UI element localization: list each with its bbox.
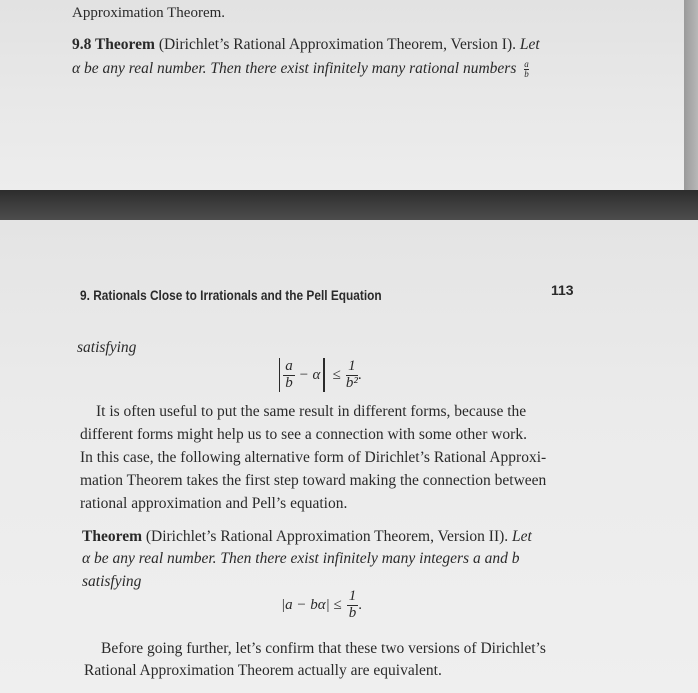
final-line-2: Rational Approximation Theorem actually are equivalent. <box>84 662 442 679</box>
ineq2-period: . <box>358 596 362 613</box>
paragraph-line-2: different forms might help us to see a connection with some other work. <box>80 426 527 443</box>
fraction-denominator: b <box>524 69 529 79</box>
final-line-1: Before going further, let’s confirm that these two versions of Dirichlet’s <box>101 640 546 657</box>
theorem1-line2 <box>72 60 529 79</box>
paragraph-line-5: rational approximation and Pell’s equation. <box>80 495 348 512</box>
ineq1-period: . <box>357 366 362 383</box>
ineq2-denominator-b: b <box>348 604 357 621</box>
fraction-one-over-b <box>347 589 359 622</box>
theorem2-title: (Dirichlet’s Rational Approximation Theorem, Version II). <box>145 528 509 545</box>
ineq2-lhs: |a − bα| ≤ <box>281 596 342 613</box>
top-page <box>0 0 684 190</box>
ineq1-leq: ≤ <box>332 366 341 383</box>
ineq1-numerator-1: 1 <box>346 359 358 376</box>
theorem1-title: (Dirichlet’s Rational Approximation Theorem, Version I). <box>158 36 516 53</box>
paragraph-line-4: mation Theorem takes the first step toward making the connection between <box>80 472 547 489</box>
fraction-one-over-b-squared <box>346 359 358 392</box>
paragraph-line-3: In this case, the following alternative form of Dirichlet’s Rational Approxi- <box>80 449 547 466</box>
theorem1-fraction <box>524 60 529 79</box>
ineq1-numerator-a: a <box>285 357 293 374</box>
satisfying-label-2: satisfying <box>82 573 142 590</box>
theorem1-line2-text: α be any real number. Then there exist infinitely many rational numbers <box>72 60 517 78</box>
top-line-approximation: Approximation Theorem. <box>72 5 226 21</box>
ineq2-numerator-1: 1 <box>348 588 357 604</box>
theorem2-let: Let <box>512 528 532 545</box>
page-gap <box>0 190 698 220</box>
inequality-1 <box>276 358 362 392</box>
theorem2-heading <box>82 529 532 545</box>
theorem2-line2: α be any real number. Then there exist infinitely many integers a and b <box>82 550 520 567</box>
theorem2-label: Theorem <box>82 528 142 545</box>
fraction-numerator: a <box>524 59 529 69</box>
ineq1-denominator-b: b <box>285 374 293 391</box>
theorem1-heading <box>72 37 540 53</box>
theorem1-let: Let <box>519 36 540 53</box>
theorem1-number: 9.8 Theorem <box>72 36 155 53</box>
satisfying-label-1: satisfying <box>77 339 137 356</box>
abs-bar-right <box>323 358 324 392</box>
paragraph-line-1: It is often useful to put the same result in different forms, because the <box>96 403 527 420</box>
inequality-2 <box>281 589 362 622</box>
chapter-header: 9. Rationals Close to Irrationals and the Pell Equation <box>80 288 382 303</box>
abs-bar-left <box>279 358 280 392</box>
ineq1-minus-alpha: − α <box>298 366 321 383</box>
page-number: 113 <box>551 282 574 298</box>
page-edge-shadow <box>684 0 698 190</box>
ineq1-denominator-b2: b² <box>345 374 358 391</box>
fraction-a-over-b <box>283 359 295 392</box>
